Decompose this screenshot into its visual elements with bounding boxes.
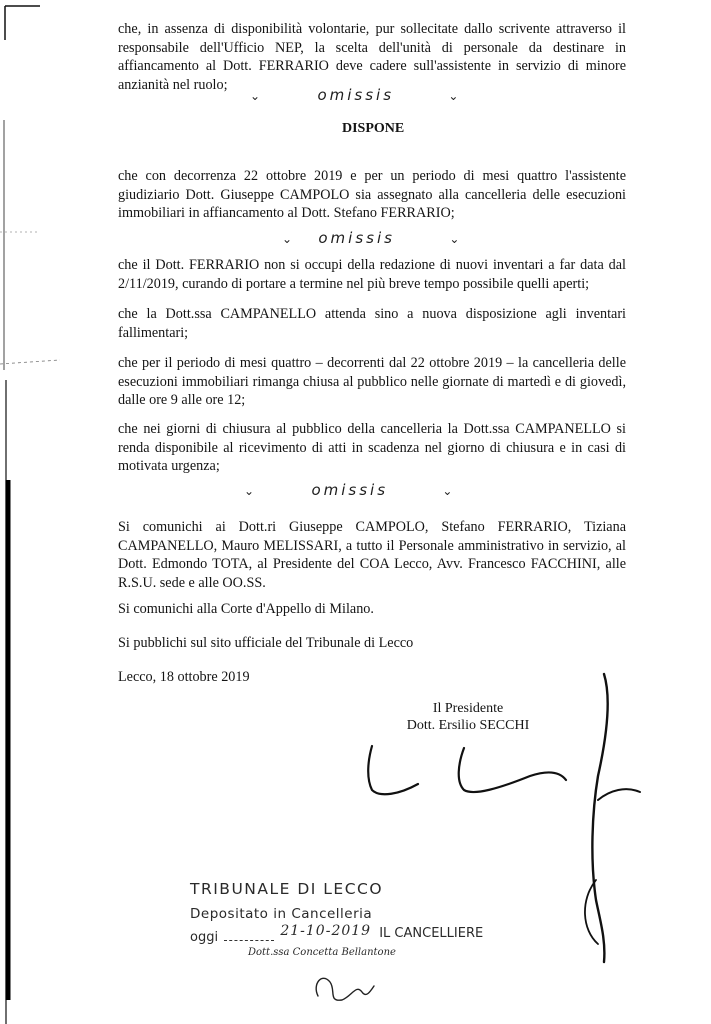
stamp-handwritten-date: 21-10-2019	[280, 923, 372, 939]
omissis-annotation: ⌄ omissis ⌄	[244, 481, 456, 499]
paragraph-corte-appello: Si comunichi alla Corte d'Appello di Milano.	[118, 601, 374, 617]
omissis-annotation: ⌄ omissis ⌄	[250, 86, 462, 104]
signatory-name: Dott. Ersilio SECCHI	[406, 718, 530, 733]
omissis-annotation: ⌄ omissis ⌄	[282, 229, 463, 247]
stamp-oggi-label: oggi	[190, 930, 219, 945]
signatory-title: Il Presidente	[432, 701, 504, 716]
stamp-deposited-label: Depositato in Cancelleria	[190, 906, 373, 922]
paragraph-closure: che per il periodo di mesi quattro – decorrenti dal 22 ottobre 2019 – la cancelleria delle esecuzioni immobiliari rimanga chiusa al pubblico nelle giornate di martedì e di giovedì, dalle ore 9 alle ore 12;	[118, 355, 626, 409]
paragraph-closure-days: che nei giorni di chiusura al pubblico della cancelleria la Dott.ssa CAMPANELLO si renda disponibile al ricevimento di atti in scadenza nel giorno di chiusura e in casi di motivata urgenza;	[118, 421, 626, 475]
paragraph-communication: Si comunichi ai Dott.ri Giuseppe CAMPOLO, Stefano FERRARIO, Tiziana CAMPANELLO, Mauro MELISSARI, a tutto il Personale amministrativo in servizio, al Dott. Edmondo TOTA, al Presidente del COA Lecco, Avv. Francesco FACCHINI, alle R.S.U. sede e alle OO.SS.	[118, 519, 626, 591]
paragraph-publication: Si pubblichi sul sito ufficiale del Tribunale di Lecco	[118, 635, 414, 651]
stamp-officer-name: Dott.ssa Concetta Bellantone	[248, 947, 396, 958]
paragraph-campanello: che la Dott.ssa CAMPANELLO attenda sino a nuova disposizione agli inventari fallimentari;	[118, 306, 626, 341]
stamp-role: IL CANCELLIERE	[379, 926, 484, 941]
paragraph-assignment: che con decorrenza 22 ottobre 2019 e per un periodo di mesi quattro l'assistente giudiziario Dott. Giuseppe CAMPOLO sia assegnato alla cancelleria delle esecuzioni immobiliari in affiancamento al Dott. Stefano FERRARIO;	[118, 168, 626, 222]
dispone-heading: DISPONE	[342, 121, 405, 136]
intro-paragraph: che, in assenza di disponibilità volontarie, pur sollecitate dallo scrivente attraverso il responsabile dell'Ufficio NEP, la scelta dell'unità di personale da destinare in affiancamento al Dott. FERRARIO deve cadere sull'assistente in servizio di minore anzianità nel ruolo;	[118, 21, 626, 93]
place-date: Lecco, 18 ottobre 2019	[118, 669, 250, 685]
paragraph-inventories: che il Dott. FERRARIO non si occupi della redazione di nuovi inventari a far data dal 2/11/2019, curando di portare a termine nel più breve tempo possibile quelli aperti;	[118, 257, 626, 292]
stamp-court-name: TRIBUNALE DI LECCO	[190, 880, 384, 898]
